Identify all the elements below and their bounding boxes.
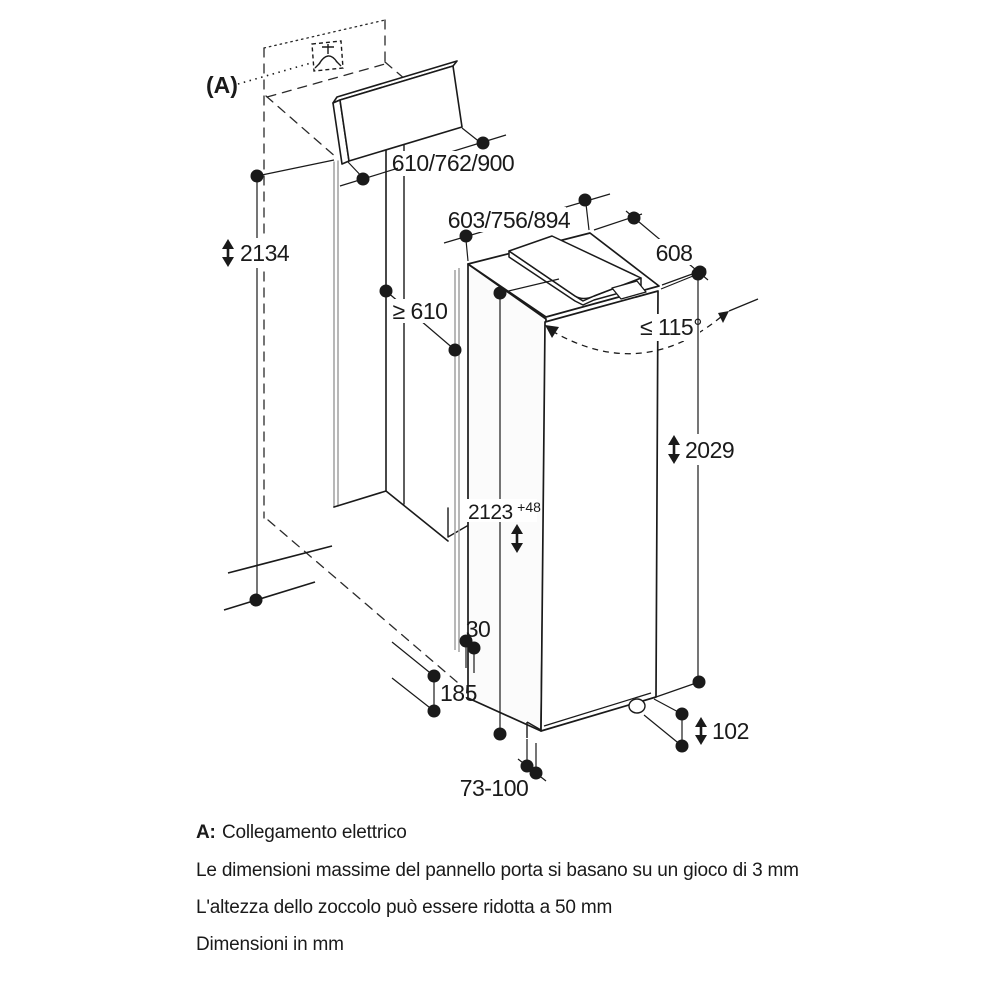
dim-endpoint-dot: [380, 285, 393, 298]
dim-endpoint-dot: [494, 728, 507, 741]
dim-rear-recess: [392, 642, 477, 718]
dim-endpoint-dot: [530, 767, 543, 780]
dim-endpoint-dot: [468, 642, 481, 655]
open-door-line: [729, 299, 758, 311]
dim-endpoint-dot: [628, 212, 641, 225]
footnotes: [196, 822, 799, 955]
panel-bottom-depth-edge: [386, 491, 448, 541]
dim-endpoint-dot: [428, 670, 441, 683]
dim-plinth-depth: [460, 739, 546, 801]
floor-lines: [224, 546, 332, 610]
niche-floor-depth-edge: [268, 520, 457, 682]
footnote-a-prefix: A:: [196, 822, 216, 843]
appliance-rear-edge-shadow: [455, 268, 459, 652]
footnote-line2: L'altezza dello zoccolo può essere ridotta a 50 mm: [196, 897, 613, 918]
dim-plinth-height-leaders: [644, 699, 682, 746]
panel-bottom-edge: [334, 491, 386, 507]
dim-appliance-height-label: 2029: [685, 437, 735, 463]
appliance-body: [465, 233, 659, 738]
dim-endpoint-dot: [494, 287, 507, 300]
dim-plinth-depth-label: 73-100: [459, 775, 529, 801]
dim-install-height-label: 2123 +48: [468, 499, 541, 524]
dim-endpoint-dot: [449, 344, 462, 357]
dim-endpoint-dot: [579, 194, 592, 207]
dim-niche-height-leader: [257, 160, 334, 176]
dim-endpoint-dot: [250, 594, 263, 607]
leveling-foot: [629, 699, 645, 713]
socket-flares: [315, 61, 341, 68]
floor-edge-lower: [224, 582, 315, 610]
dim-min-niche-depth: [380, 285, 462, 357]
footnote-a-text: Collegamento elettrico: [222, 822, 407, 843]
dim-niche-height: [218, 160, 334, 607]
annotation-a-label: (A): [206, 72, 238, 98]
dim-plinth-height-label: 102: [712, 718, 749, 744]
annotation-a-leader: [238, 63, 311, 84]
electrical-connection-symbol: [312, 41, 343, 71]
appliance-left-face: [465, 264, 546, 731]
dim-endpoint-dot: [477, 137, 490, 150]
dim-niche-height-label: 2134: [240, 240, 290, 266]
dim-endpoint-dot: [357, 173, 370, 186]
footnote-line1: Le dimensioni massime del pannello porta si basano su un gioco di 3 mm: [196, 860, 799, 881]
dim-appliance-width-label: 603/756/894: [447, 207, 571, 233]
dim-endpoint-dot: [251, 170, 264, 183]
socket-arc: [319, 56, 337, 64]
panel-front-edge: [334, 161, 338, 507]
socket-stem: [322, 44, 334, 54]
swing-arrowhead-right: [718, 311, 729, 323]
dim-plinth-height: [644, 699, 749, 753]
cornice-panel: [333, 61, 462, 164]
niche-ceiling-back-edge: [264, 20, 385, 48]
floor-edge-upper: [228, 546, 332, 573]
dim-rear-gap-label: 30: [465, 616, 491, 642]
dim-depth-label: 608: [655, 240, 693, 266]
door-angle-label: ≤ 115°: [640, 314, 702, 340]
niche-ceiling-left-depth-edge: [266, 96, 337, 158]
dim-endpoint-dot: [428, 705, 441, 718]
dim-endpoint-dot: [692, 268, 705, 281]
dim-min-depth-label: ≥ 610: [392, 298, 448, 324]
dim-niche-width-label: 610/762/900: [391, 150, 515, 176]
footnote-line3: Dimensioni in mm: [196, 934, 344, 955]
dim-endpoint-dot: [676, 708, 689, 721]
dim-endpoint-dot: [693, 676, 706, 689]
appliance-door-face: [541, 291, 658, 731]
vertical-arrow-icon: [695, 717, 707, 745]
dim-rear-recess-label: 185: [440, 680, 477, 706]
dim-endpoint-dot: [676, 740, 689, 753]
